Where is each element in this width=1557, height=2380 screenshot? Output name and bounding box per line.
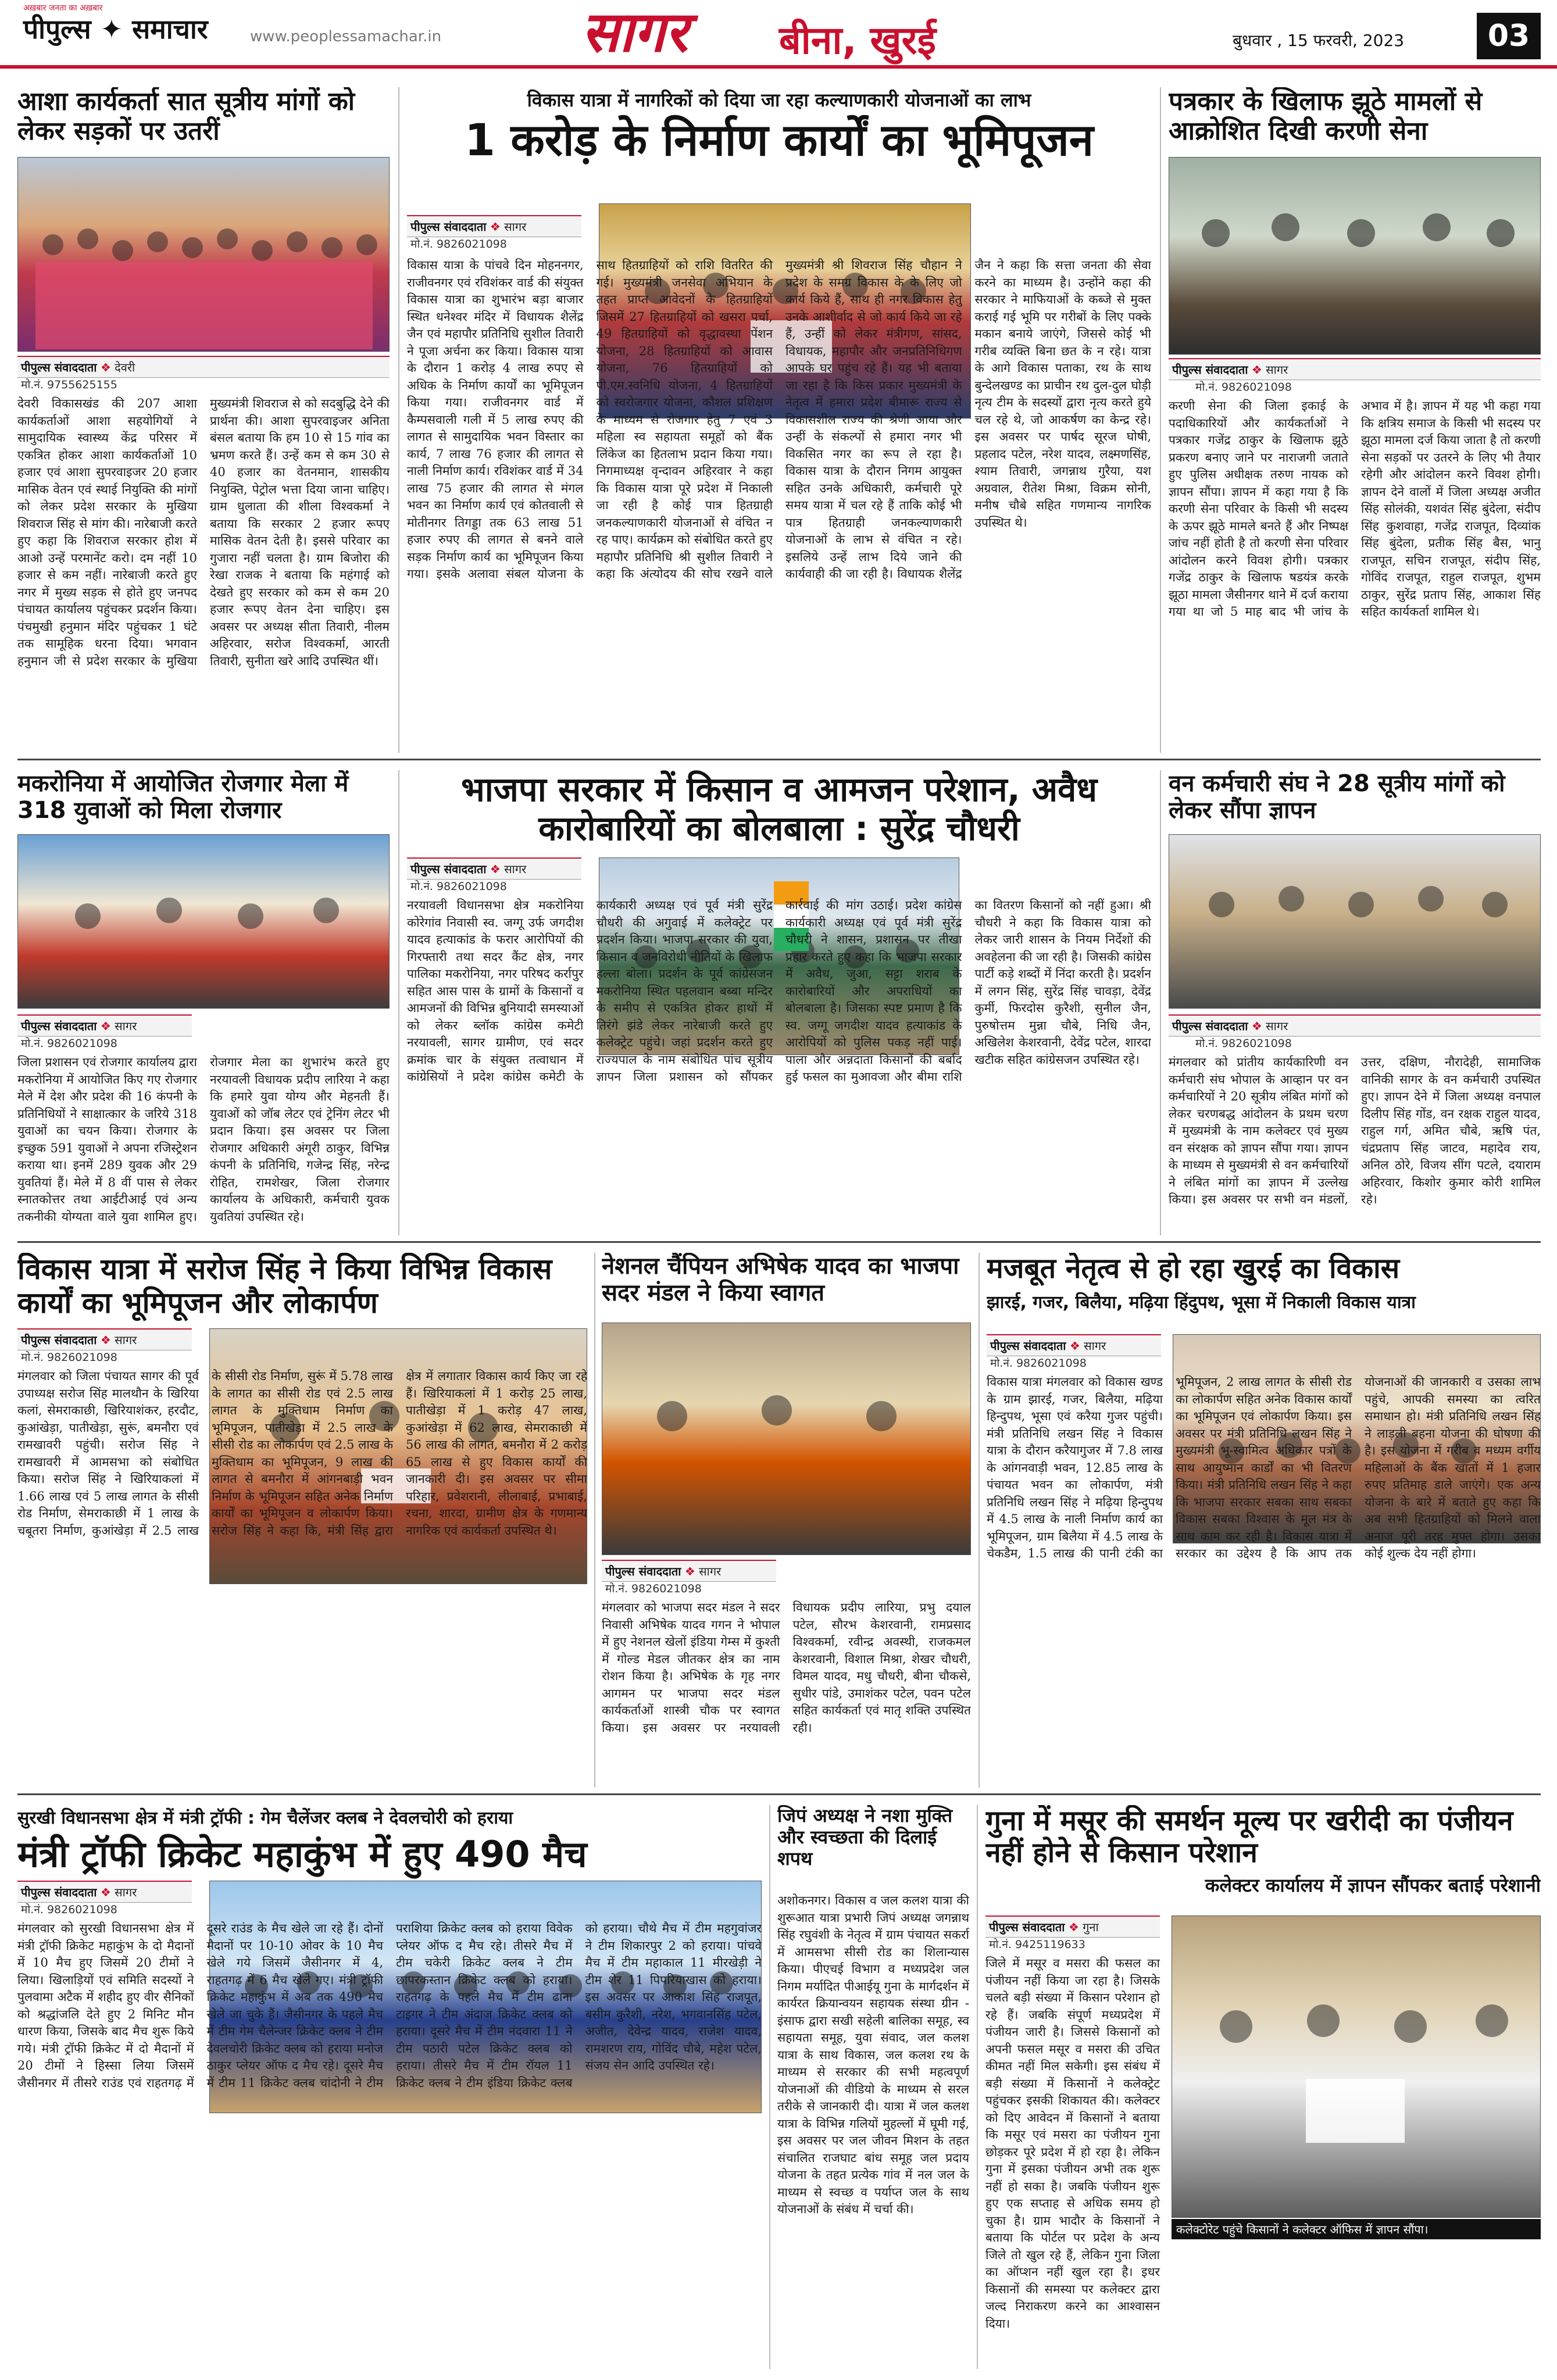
column-rule (769, 1805, 770, 2369)
byline: पीपुल्स संवाददाता ❖ सागर (1169, 358, 1541, 380)
subheadline: कलेक्टर कार्यालय में ज्ञापन सौंपकर बताई परेशानी (1205, 1874, 1541, 1897)
column-rule (979, 1253, 980, 1788)
story-body: जिले में मसूर व मसरा की फसल का पंजीयन नहीं किया जा रहा है। जिसके चलते बड़ी संख्या में किसान परेशान हो रहे हैं। जबकि संपूर्ण मध्यप्रदेश में पंजीयन जारी है। जिससे किसानों को अपनी फसल मसूर व मसरा की उचित कीमत नहीं मिल सकेगी। इस संबंध में बड़ी संख्या में किसानों ने कलेक्ट्रेट पहुंचकर इसकी शिकायत की। कलेक्टर को दिए आवेदन में किसानों ने बताया कि मसूर एवं मसरा का पंजीयन गुना छोड़कर पूरे प्रदेश में हो रहा है। लेकिन गुना में इसका पंजीयन अभी तक शुरू नहीं हो सका है। जबकि पंजीयन शुरू हुए एक सप्ताह से अधिक समय हो चुका है। ग्राम भादौर के किसानों ने बताया कि पोर्टल पर प्रदेश के अन्य जिले तो खुल रहे हैं, लेकिन गुना जिला का ऑप्शन नहीं खुल रहा है। इधर किसानों की समस्या पर कलेक्टर द्वारा जल्द निराकरण करने का आश्वासन दिया। (985, 1956, 1160, 2331)
story-body: विकास यात्रा मंगलवार को विकास खण्ड के ग्राम झारई, गजर, बिलैया, मढ़िया हिन्दुपथ, भूसा एवं करैया गुजर पहुंची। मंत्री प्रतिनिधि लखन सिंह ने विकास यात्रा के दौरान करैयागुजर में 7.8 लाख के आंगनवाड़ी भवन, 12.85 लाख के पंचायत भवन का लोकार्पण, मंत्री प्रतिनिधि लखन सिंह ने मढ़िया हिन्दुपथ में 4.5 लाख के नाली निर्माण कार्य का भूमिपूजन, ग्राम बिलैया में 4.5 लाख के चेकडैम, 1.5 लाख की पानी टंकी का भूमिपूजन, 2 लाख लागत के सीसी रोड का लोकार्पण सहित अनेक विकास कार्यों का भूमिपूजन एवं लोकार्पण किया। इस अवसर पर मंत्री प्रतिनिधि लखन सिंह ने मुख्यमंत्री भू-स्वामित्व अधिकार पत्रों के साथ आयुष्मान कार्डों का भी वितरण किया। मंत्री प्रतिनिधि लखन सिंह ने कहा कि भाजपा सरकार सबका साथ सबका विकास सबका विश्वास के मूल मंत्र के साथ काम कर रही है। विकास यात्रा में सरकार का उद्देश्य है कि आप तक योजनाओं की जानकारी व उसका लाभ पहुंचे, आपकी समस्या का त्वरित समाधान हो। मंत्री प्रतिनिधि लखन सिंह ने लाड़ली बहना योजना की घोषणा की है। इस योजना में गरीब व मध्यम वर्गीय महिलाओं के बैंक खातों में 1 हजार रुपए प्रतिमाह डाले जाएंगे। एक अन्य योजना के बारे में बताते हुए कहा कि अब सभी हितग्राहियों को मिलने वाला अनाज पूरी तरह मुफ्त होगा। उसका कोई शुल्क देय नहीं होगा। (987, 1375, 1541, 1560)
headline: आशा कार्यकर्ता सात सूत्रीय मांगों को लेकर सड़कों पर उतरीं (17, 87, 355, 146)
story-guna-masoor (985, 1805, 1541, 2369)
byline-mobile: मो.नं. 9826021098 (21, 1903, 117, 1916)
welcome-illustration (602, 1323, 971, 1555)
stage-illustration (18, 835, 390, 1009)
story-body: करणी सेना की जिला इकाई के पदाधिकारियों और कार्यकर्ताओं ने पत्रकार गजेंद्र ठाकुर के खिलाफ झूठे प्रकरण बनाए जाने पर नाराजगी जताते हुए पुलिस अधीक्षक तरुण नायक को ज्ञापन सौंपा। ज्ञापन में कहा गया है कि करणी सेना परिवार के किसी भी सदस्य के ऊपर झूठे मामले बनते हैं और निष्पक्ष जांच नहीं होती है तो करणी सेना परिवार आंदोलन करने विवश होगी। पत्रकार गजेंद्र ठाकुर के खिलाफ षडयंत्र करके झूठा मामला जैसीनगर थाने में दर्ज कराया गया था जो 5 माह बाद भी जांच के अभाव में है। ज्ञापन में यह भी कहा गया कि क्षत्रिय समाज के किसी भी सदस्य पर झूठा मामला दर्ज किया जाता है तो करणी सेना सड़कों पर उतरने के लिए भी तैयार रहेगी और आंदोलन करने विवश होगी। ज्ञापन देने वालों में जिला अध्यक्ष अजीत सिंह सोलंकी, यशवंत सिंह बुंदेला, संदीप सिंह कुशवाहा, गजेंद्र राजपूत, दिव्यांक सिंह बुंदेला, प्रतीक सिंह बैस, भानु राजपूत, सचिन राजपूत, संदीप सिंह, गोविंद राजपूत, राहुल राजपूत, शुभम ठाकुर, सुरेंद्र प्रताप सिंह, आकाश सिंह सहित कार्यकर्ता शामिल थे। (1169, 399, 1541, 619)
byline: पीपुल्स संवाददाता ❖ सागर (602, 1560, 776, 1582)
story-abhishek-yadav (602, 1253, 971, 1788)
masthead-tagline: अख़बार जनता का अख़बार (23, 3, 103, 13)
byline: पीपुल्स संवाददाता ❖ सागर (17, 1328, 192, 1350)
story-rozgar-mela (17, 770, 390, 1235)
byline-mobile: मो.नं. 9826021098 (410, 880, 507, 893)
story-saroj-singh (17, 1253, 587, 1788)
photo-asha-rally (17, 157, 390, 352)
column-rule (1160, 770, 1161, 1235)
headline: जिपं अध्यक्ष ने नशा मुक्ति और स्वच्छता की दिलाई शपथ (777, 1805, 953, 1870)
headline: 1 करोड़ के निर्माण कार्यों का भूमिपूजन (465, 114, 1094, 166)
photo-karni-sena (1169, 157, 1541, 355)
story-body: नरयावली विधानसभा क्षेत्र मकरोनिया कोरेगांव निवासी स्व. जग्गू उर्फ जगदीश यादव हत्याकांड के फरार आरोपियों की गिरफ्तारी तथा सदर कैंट क्षेत्र, नगर पालिका मकरोनिया, नगर परिषद कर्रापुर सहित आस पास के ग्रामों के किसानों व आमजनों की विभिन्न बुनियादी समस्याओं को लेकर ब्लॉक कांग्रेस कमेटी नरयावली, सागर ग्रामीण, एवं सदर क्रमांक चार के संयुक्त तत्वाधान में कांग्रेसियों ने प्रदेश कांग्रेस कमेटी के कार्यकारी अध्यक्ष एवं पूर्व मंत्री सुरेंद्र चौधरी की अगुवाई में कलेक्ट्रेट पर प्रदर्शन किया। भाजपा सरकार की युवा, किसान व जनविरोधी नीतियों के खिलाफ हल्ला बोला। प्रदर्शन के पूर्व कांग्रेसजन मकरोनिया स्थित पहलवान बब्बा मन्दिर के समीप से एकत्रित होकर हाथों में तिरंगे झंडे लेकर नारेबाजी करते हुए कलेक्ट्रेट पहुंचे। जहां प्रदर्शन करते हुए राज्यपाल के नाम संबोधित पांच सूत्रीय ज्ञापन जिला प्रशासन को सौंपकर कार्रवाई की मांग उठाई। प्रदेश कांग्रेस कार्यकारी अध्यक्ष एवं पूर्व मंत्री सुरेंद्र चौधरी ने शासन, प्रशासन पर तीखा प्रहार करते हुए कहा कि भाजपा सरकार में अवैध, जुआ, सट्टा शराब के कारोबारियों और अपराधियों का बोलबाला है। जिसका स्पष्ट प्रमाण है कि स्व. जग्गू जगदीश यादव हत्याकांड के आरोपियों को पुलिस पकड़ नहीं पाई। पाला और अन्नदाता किसानों की बर्बाद हुई फसल का मुआवजा और बीमा राशि का वितरण किसानों को नहीं हुआ। श्री चौधरी ने कहा कि विकास यात्रा को लेकर जारी शासन के नियम निर्देशों की अवहेलना की जा रही है। जिसकी कांग्रेस पार्टी कड़े शब्दों में निंदा करती है। प्रदर्शन में लगन सिंह, सुरेंद्र सिंह चावड़ा, देवेंद्र कुर्मी, फिरदोस कुरैशी, सुनील जैन, पुरुषोत्तम मुन्ना चौबे, निधि जैन, अखिलेश केशरवानी, देवेंद्र पटेल, शारदा खटीक सहित कांग्रेसजन उपस्थित रहे। (407, 898, 1151, 1084)
photo-abhishek-yadav (602, 1323, 971, 1555)
byline: पीपुल्स संवाददाता ❖ देवरी (17, 356, 390, 378)
section-divider (17, 1793, 1541, 1795)
headline: मजबूत नेतृत्व से हो रहा खुरई का विकास (987, 1253, 1400, 1285)
story-body: मंगलवार को प्रांतीय कार्यकारिणी वन कर्मचारी संघ भोपाल के आव्हान पर वन कर्मचारियों ने 20 सूत्रीय लंबित मांगों को लेकर चरणबद्ध आंदोलन के प्रथम चरण में मुख्यमंत्री के नाम कलेक्टर एवं मुख्य वन संरक्षक को ज्ञापन सौंपा गया। ज्ञापन के माध्यम से मुख्यमंत्री से वन कर्मचारियों ने लंबित मांगों का ज्ञापन में उल्लेख किया। इस अवसर पर सभी वन मंडलों, उत्तर, दक्षिण, नौरादेही, सामाजिक वानिकी सागर के वन कर्मचारी उपस्थित हुए। ज्ञापन देने में जिला अध्यक्ष वनपाल दिलीप सिंह गोंड, वन रक्षक राहुल यादव, राहुल गर्ग, अमित चौबे, ऋषि पंत, चंद्रप्रताप सिंह जाटव, महादेव राय, अनिल ठोरे, विजय सींग पटले, दयाराम अहिरवार, किशोर कुमार कोरी शामिल रहे। (1169, 1055, 1541, 1206)
headline: भाजपा सरकार में किसान व आमजन परेशान, अवैध कारोबारियों का बोलबाला : सुरेंद्र चौधरी (460, 770, 1098, 848)
photo-caption: कलेक्टोरेट पहुंचे किसानों ने कलेक्टर ऑफिस में ज्ञापन सौंपा। (1172, 2219, 1541, 2239)
byline-mobile: मो.नं. 9826021098 (990, 1357, 1087, 1370)
byline: पीपुल्स संवाददाता ❖ सागर (407, 857, 581, 880)
farmers-illustration (1172, 1916, 1541, 2218)
photo-guna-farmers (1172, 1916, 1541, 2218)
group-illustration (1169, 158, 1541, 355)
story-body-lead (985, 1955, 1160, 2331)
column-rule (1160, 87, 1161, 753)
headline: पत्रकार के खिलाफ झूठे मामलों से आक्रोशित दिखी करणी सेना (1169, 87, 1483, 146)
edition-sub-city: बीना, खुरई (779, 18, 936, 63)
story-body: जिला प्रशासन एवं रोजगार कार्यालय द्वारा मकरोनिया में आयोजित किए गए रोजगार मेले में देश और प्रदेश की 16 कंपनी के प्रतिनिधियों ने साक्षात्कार के जरिये 318 युवाओं का चयन किया। रोजगार के इच्छुक 591 युवाओं ने अपना रजिस्ट्रेशन कराया था। इनमें 289 युवक और 29 युवतियां हैं। मेले में 8 वीं पास से लेकर स्नातकोत्तर तथा आईटीआई एवं अन्य तकनीकी योग्यता वाले युवा शामिल हुए। रोजगार मेला का शुभारंभ करते हुए नरयावली विधायक प्रदीप लारिया ने कहा कि हमारे युवा योग्य और मेहनती हैं। युवाओं को जॉब लेटर एवं ट्रेनिंग लेटर भी प्रदान किया। इस अवसर पर जिला रोजगार अधिकारी अंगूरी ठाकुर, विभिन्न कंपनी के प्रतिनिधि, गजेन्द्र सिंह, नरेन्द्र रोहित, रामशेखर, जिला रोजगार कार्यालय के अधिकारी, कर्मचारी युवक युवतियां उपस्थित रहे। (17, 1055, 390, 1224)
subheadline: झारई, गजर, बिलैया, मढ़िया हिंदुपथ, भूसा में निकाली विकास यात्रा (987, 1292, 1416, 1313)
issue-date: बुधवार , 15 फरवरी, 2023 (1233, 31, 1405, 50)
byline-mobile: मो.नं. 9826021098 (410, 238, 507, 251)
story-body: विकास यात्रा के पांचवे दिन मोहननगर, राजीवनगर एवं रविशंकर वार्ड की संयुक्त विकास यात्रा का शुभारंभ बड़ा बाजार स्थित धनेश्वर मंदिर में विधायक शैलेंद्र जैन एवं महापौर प्रतिनिधि सुशील तिवारी ने पूजा अर्चना कर किया। विकास यात्रा के दौरान 1 करोड़ 4 लाख रुपए से अधिक के निर्माण कार्यों का भूमिपूजन किया गया। राजीवनगर वार्ड में कैम्पसवाली गली में 5 लाख रुपए की लागत से सामुदायिक भवन विस्तार का कार्य, 7 लाख 76 हजार की लागत से नाली निर्माण कार्य। रविशंकर वार्ड में 34 लाख 75 हजार की लागत से मंगल भवन का निर्माण कार्य एवं कोतवाली से मोतीनगर तिगड्डा तक 63 लाख 51 हजार रुपए की लागत से बनने वाले सड़क निर्माण कार्य का भूमिपूजन किया गया। इसके अलावा संबल योजना के साथ हितग्राहियों को राशि वितरित की गई। मुख्यमंत्री जनसेवा अभियान के तहत प्राप्त आवेदनों के हितग्राहियों जिसमें 27 हितग्राहियों को खसरा पर्चा, 49 हितग्राहियों को वृद्धावस्था पेंशन योजना, 28 हितग्राहियों को आवास योजना, 76 हितग्राहियों को पी.एम.स्वनिधि योजना, 4 हितग्राहियों को स्वरोजगार योजना, कौशल प्रशिक्षण के माध्यम से रोजगार हेतु 7 एवं 3 महिला स्व सहायता समूहों को बैंक लिंकेज का हितलाभ प्रदान किया गया। निगमाध्यक्ष वृन्दावन अहिरवार ने कहा कि विकास यात्रा पूरे प्रदेश में निकाली जा रही है कोई पात्र हितग्राही जनकल्याणकारी योजनाओं से वंचित न रह पाए। कार्यक्रम को संबोधित करते हुए महापौर प्रतिनिधि श्री सुशील तिवारी ने कहा कि अंत्योदय की सोच रखने वाले मुख्यमंत्री श्री शिवराज सिंह चौहान ने प्रदेश के समग्र विकास के के लिए जो कार्य किये हैं, साथ ही नगर विकास हेतु उनके आशीर्वाद से जो कार्य किये जा रहे हैं, उन्हीं को लेकर मंत्रीगण, सांसद, विधायक, महापौर और जनप्रतिनिधिगण आपके घर पहुंच रहे हैं। यह भी बताया जा रहा है कि किस प्रकार मुख्यमंत्री के नेतृत्व में हमारा प्रदेश बीमारू राज्य से विकासशील राज्य की श्रेणी आया और उन्हीं के संकल्पों से हमारा नगर भी विकसित नगर का रूप ले रहा है। विकास यात्रा के दौरान निगम आयुक्त सहित उनके अधिकारी, कर्मचारी पूरे समय यात्रा में चल रहे हैं ताकि कोई भी पात्र हितग्राही जनकल्याणकारी योजनाओं के लाभ से वंचित न रहे। इसलिये उन्हें लाभ दिये जाने की कार्यवाही की जा रही है। विधायक शैलेंद्र जैन ने कहा कि सत्ता जनता की सेवा करने का माध्यम है। उन्होंने कहा की सरकार ने माफियाओं के कब्जे से मुक्त कराई गई भूमि पर गरीबों के लिए पक्के मकान बनाये जाएंगे, जिससे कोई भी गरीब व्यक्ति बिना छत के न रहे। यात्रा के आगे विकास पताका, रथ के साथ बुन्देलखण्ड का प्राचीन रथ दुल-दुल घोड़ी नृत्य टीम के सदस्यों द्वारा नृत्य करते हुये चल रहे थे, जो आकर्षण का केन्द्र रहे। इस अवसर पर पार्षद सूरज घोषी, प्रहलाद पटेल, नरेश यादव, लक्ष्मणसिंह, श्याम तिवारी, जगन्नाथ गुरैया, यश अग्रवाल, रीतेश मिश्रा, विक्रम सोनी, मनीष चौबे सहित गणमान्य नागरिक उपस्थित थे। (407, 258, 1151, 581)
memo-illustration (1169, 835, 1541, 1009)
story-body: मंगलवार को भाजपा सदर मंडल ने सदर निवासी अभिषेक यादव गगन ने भोपाल में हुए नेशनल खेलों इंडिया गेम्स में कुश्ती में गोल्ड मेडल जीतकर क्षेत्र का नाम रोशन किया है। अभिषेक के गृह नगर आगमन पर भाजपा सदर मंडल कार्यकर्ताओं शास्त्री चौक पर स्वागत किया। इस अवसर पर नरयावली विधायक प्रदीप लारिया, प्रभु दयाल पटेल, सौरभ केशरवानी, रामप्रसाद विश्वकर्मा, रवीन्द्र अवस्थी, राजकमल केशरवानी, विशाल मिश्रा, शेखर चौधरी, विमल यादव, मधु चौधरी, बीना चौकसे, सुधीर पांडे, उमाशंकर पटेल, पवन पटेल सहित कार्यकर्ता एवं मातृ शक्ति उपस्थित रही। (602, 1600, 971, 1735)
story-khurai-vikas (987, 1253, 1541, 1788)
crowd-illustration (18, 158, 390, 352)
photo-van-karmachari (1169, 834, 1541, 1009)
page-number: 03 (1477, 13, 1541, 59)
story-asha-workers (17, 87, 390, 753)
kicker: सुरखी विधानसभा क्षेत्र में मंत्री ट्रॉफी : गेम चैलेंजर क्लब ने देवलचोरी को हराया (17, 1808, 513, 1828)
column-rule (398, 87, 399, 753)
photo-rozgar-mela (17, 834, 390, 1009)
column-rule (977, 1805, 978, 2369)
story-body: मंगलवार को सुरखी विधानसभा क्षेत्र में मंत्री ट्रॉफी क्रिकेट महाकुंभ के दो मैदानों में 10 मैच हुए जिसमें 20 टीमों ने लिया। खिलाड़ियों एवं समिति सदस्यों ने पुलवामा अटैक में शहीद हुए वीर सैनिकों को श्रद्धांजलि देते हुए 2 मिनिट मौन धारण किया, जिसके बाद मैच शुरू किये गये। मंत्री ट्रॉफी क्रिकेट में दो मैदानों में 20 टीमों ने हिस्सा लिया जिसमें जैसीनगर में तीसरे राउंड एवं राहतगढ़ में दूसरे राउंड के मैच खेले जा रहे हैं। दोनों मैदानों पर 10-10 ओवर के 10 मैच खेले गये जिसमें जैसीनगर में 4, राहतगढ़ में 6 मैच खेले गए। मंत्री ट्रॉफी क्रिकेट महाकुंभ में अब तक 490 मैच खेले जा चुके हैं। जैसीनगर के पहले मैच में टीम गेम चैलेन्जर क्रिकेट क्लब ने टीम देवलचोरी क्रिकेट क्लब को हराया मनोज ठाकुर प्लेयर ऑफ द मैच रहे। दूसरे मैच में टीम 11 क्रिकेट क्लब चांदोनी ने टीम पराशिया क्रिकेट क्लब को हराया विवेक प्लेयर ऑफ द मैच रहे। तीसरे मैच में टीम चकेरी क्रिकेट क्लब ने टीम छापरकस्तान क्रिकेट क्लब को हराया। राहतगढ़ के पहले मैच में टीम ढाना टाइगर ने टीम अंदाज क्रिकेट क्लब को हराया। दूसरे मैच में टीम नंदवारा 11 ने टीम पठारी पटेल क्रिकेट क्लब को हराया। तीसरे मैच में टीम रॉयल 11 क्रिकेट क्लब ने टीम इंडिया क्रिकेट क्लब को हराया। चौथे मैच में टीम महगुवांजर ने टीम शिकारपुर 2 को हराया। पांचवे मैच में टीम महाकाल 11 मीरखेड़ी ने टीम शेर 11 पिपरियाखास को हराया। इस अवसर पर आकाश सिंह राजपूत, बसीम कुरैशी, नरेश, भगवानसिंह पटेल, अजीत, देवेन्द्र यादव, राजेश यादव, रामशरण राय, गोविंद चौबे, महेश पटेल, संजय सेन आदि उपस्थित रहे। (17, 1921, 762, 2090)
story-mantri-trophy (17, 1805, 762, 2369)
newspaper-logo: पीपुल्स ✦ समाचार (23, 13, 208, 45)
story-body: अशोकनगर। विकास व जल कलश यात्रा की शुरूआत यात्रा प्रभारी जिपं अध्यक्ष जगन्नाथ सिंह रघुवंशी के नेतृत्व में ग्राम पंचायत सकर्रा में आमसभा सीसी रोड का शिलान्यास किया। पीएचई विभाग व मध्यप्रदेश जल निगम मर्यादित पीआईयू गुना के मार्गदर्शन में कार्यरत क्रियान्वयन सहायक संस्था ग्रीन - इंसाफ द्वारा सखी सहेली बालिका समूह, स्व सहायता समूह, युवा संवाद, जल कलश यात्रा के साथ विकास, जल कलश रथ के माध्यम से सरकार की सभी महत्वपूर्ण योजनाओं की वीडियो के माध्यम से सरल तरीके से जानकारी दी। यात्रा में जल कलश यात्रा के विभिन्न गलियों मुहल्लों में घूमी गई, इस अवसर पर जल जीवन मिशन के तहत संचालित राजघाट बांध समूह जल प्रदाय योजना के तहत प्रत्येक गांव में नल जल के माध्यम से स्वच्छ व पर्याप्त जल के साथ योजनाओं के संबंध में चर्चा की। (777, 1893, 969, 2216)
story-body: देवरी विकासखंड की 207 आशा कार्यकर्ताओं आशा सहयोगियों ने सामुदायिक स्वास्थ्य केंद्र परिसर में एकत्रित होकर आशा कार्यकर्ताओं 10 हजार एवं आशा सुपरवाइजर 20 हजार मासिक वेतन एवं स्थाई नियुक्ति की मांगों को लेकर प्रदेश सरकार के मुखिया शिवराज सिंह से मांग की। नारेबाजी करते हुए कहा कि शिवराज सरकार होश में आओ उन्हें परमानेंट करो। दम नहीं 10 हजार से कम नहीं। नारेबाजी करते हुए नगर में मुख्य सड़क से होते हुए जनपद पंचायत कार्यालय पहुंचकर प्रदर्शन किया। पंचमुखी हनुमान मंदिर पहुंचकर 1 घंटे तक सामूहिक धरना दिया। भगवान हनुमान जी से प्रदेश सरकार के मुखिया मुख्यमंत्री शिवराज से को सदबुद्धि देने की प्रार्थना की। आशा सुपरवाइजर अनिता बंसल बताया कि हम 10 से 15 गांव का भ्रमण करते हैं। उन्हें कम से कम 30 से 40 हजार का वेतनमान, शासकीय नियुक्ति, पेट्रोल भत्ता दिया जाना चाहिए। ग्राम धुलाता की शीला विश्वकर्मा ने बताया कि सरकार 2 हजार रूपए मासिक वेतन देती है। इससे परिवार का गुजारा नहीं चलता है। ग्राम बिजोरा की रेखा राजक ने बताया कि महंगाई को देखते हुए सरकार को कम से कम 20 हजार रूपए वेतन देना चाहिए। इस अवसर पर अध्यक्ष सीता तिवारी, नीलम अहिरवार, सरोज विश्वकर्मा, आरती तिवारी, सुनीता खरे आदि उपस्थित थीं। (17, 396, 390, 668)
byline-mobile: मो.नं. 9826021098 (1195, 381, 1292, 394)
byline-mobile: मो.नं. 9826021098 (1195, 1037, 1292, 1050)
byline: पीपुल्स संवाददाता ❖ सागर (1169, 1014, 1541, 1037)
website-url[interactable]: www.peoplessamachar.in (250, 28, 442, 45)
headline: नेशनल चैंपियन अभिषेक यादव का भाजपा सदर मंडल ने किया स्वागत (602, 1253, 959, 1306)
story-surendra-chaudhary (407, 770, 1151, 1235)
story-body: मंगलवार को जिला पंचायत सागर की पूर्व उपाध्यक्ष सरोज सिंह मालथौन के खिरिया कलां, सेमराकाछी, खिरियाशंकर, हरदौट, कुआंखेड़ा, पातीखेड़ा, सुरूं, बमनौरा एवं रामखावरी पहुंची। सरोज सिंह ने रामखावरी में आमसभा को संबोधित किया। सरोज सिंह ने खिरियाकलां में 1.66 लाख एवं 5 लाख लागत के सीसी रोड निर्माण, सेमराकाछी में 1 लाख के चबूतरा निर्माण, कुआंखेड़ा में 2.5 लाख के सीसी रोड निर्माण, सुरूं में 5.78 लाख के लागत का सीसी रोड एवं 2.5 लाख लागत के मुक्तिधाम निर्माण का भूमिपूजन, पातीखेड़ा में 2.5 लाख के सीसी रोड का लोकार्पण एवं 2.5 लाख के मुक्तिधाम का भूमिपूजन, 9 लाख की लागत से बमनौरा में आंगनबाड़ी भवन निर्माण के भूमिपूजन सहित अनेक निर्माण कार्यों का भूमिपूजन व लोकार्पण किया। सरोज सिंह ने कहा कि, मंत्री सिंह द्वारा क्षेत्र में लगातार विकास कार्य किए जा रहे हैं। खिरियाकलां में 1 करोड़ 25 लाख, पातीखेड़ा में 1 करोड़ 47 लाख, कुआंखेड़ा में 62 लाख, सेमराकाछी में 56 लाख की लागत, बमनौरा में 2 करोड़ 65 लाख से हुए विकास कार्यों की जानकारी दी। इस अवसर पर सीमा परिहार, प्रवेशरानी, लीलाबाई, प्रभाबाई, रचना, शारदा, ग्रामीण क्षेत्र के गणमान्य नागरिक एवं कार्यकर्ता उपस्थित थे। (17, 1369, 587, 1538)
byline-mobile: मो.नं. 9425119633 (989, 1938, 1085, 1951)
byline-mobile: मो.नं. 9826021098 (21, 1351, 117, 1364)
byline-mobile: मो.नं. 9826021098 (21, 1037, 117, 1050)
story-karni-sena (1169, 87, 1541, 753)
story-van-karmachari (1169, 770, 1541, 1235)
story-nasha-mukti (777, 1805, 969, 2369)
byline: पीपुल्स संवाददाता ❖ सागर (17, 1014, 192, 1037)
edition-city: सागर (581, 0, 688, 65)
section-divider (17, 1241, 1541, 1243)
masthead (0, 0, 1557, 69)
headline: मंत्री ट्रॉफी क्रिकेट महाकुंभ में हुए 490 मैच (17, 1833, 587, 1875)
byline-mobile: मो.नं. 9755625155 (21, 378, 117, 391)
column-rule (594, 1253, 595, 1788)
headline: वन कर्मचारी संघ ने 28 सूत्रीय मांगों को लेकर सौंपा ज्ञापन (1169, 770, 1505, 824)
headline: मकरोनिया में आयोजित रोजगार मेला में 318 युवाओं को मिला रोजगार (17, 770, 349, 824)
byline: पीपुल्स संवाददाता ❖ सागर (407, 215, 581, 237)
story-bhoomipujan (407, 87, 1151, 753)
headline: विकास यात्रा में सरोज सिंह ने किया विभिन्न विकास कार्यों का भूमिपूजन और लोकार्पण (17, 1253, 552, 1320)
section-divider (17, 759, 1541, 760)
byline: पीपुल्स संवाददाता ❖ सागर (987, 1334, 1161, 1356)
byline: पीपुल्स संवाददाता ❖ गुना (985, 1916, 1160, 1938)
byline: पीपुल्स संवाददाता ❖ सागर (17, 1881, 192, 1903)
headline: गुना में मसूर की समर्थन मूल्य पर खरीदी का पंजीयन नहीं होने से किसान परेशान (985, 1805, 1513, 1870)
column-rule (398, 770, 399, 1235)
byline-mobile: मो.नं. 9826021098 (605, 1582, 702, 1595)
kicker: विकास यात्रा में नागरिकों को दिया जा रहा कल्याणकारी योजनाओं का लाभ (527, 89, 1031, 111)
